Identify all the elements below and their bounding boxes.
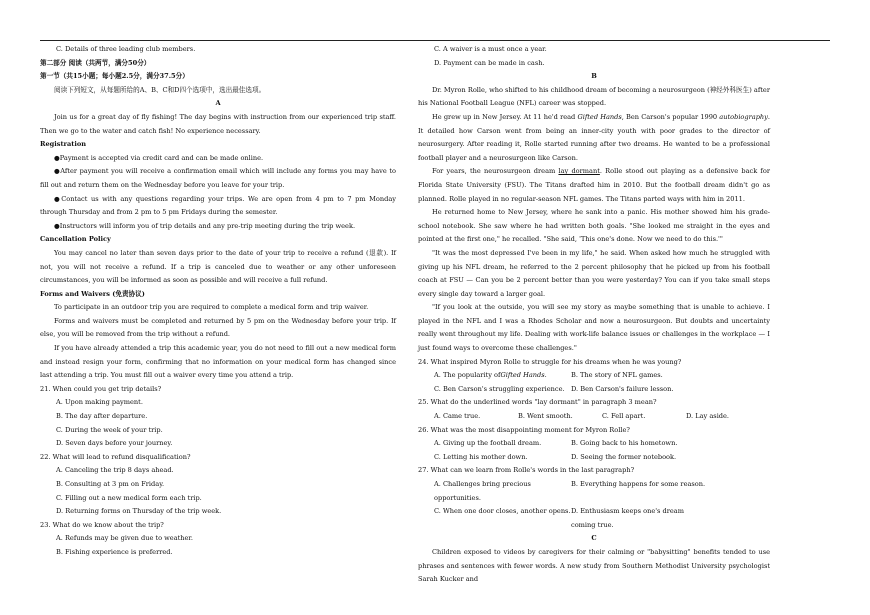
underlined-words: lay dormant xyxy=(558,167,600,176)
question-22: 22. What will lead to refund disqualification? xyxy=(40,452,191,461)
question-25: 25. What do the underlined words "lay dormant" in paragraph 3 mean? xyxy=(418,398,657,407)
options-row xyxy=(418,369,770,383)
option: D. Lay aside. xyxy=(686,412,730,421)
question-24: 24. What inspired Myron Rolle to struggle for his dreams when he was young? xyxy=(418,357,682,366)
top-rule xyxy=(40,40,830,41)
option: C. A waiver is a must once a year. xyxy=(434,45,547,53)
section-heading: 第一节（共15小题；每小题2.5分，满分37.5分） xyxy=(40,72,189,81)
option: C. When one door closes, another opens. xyxy=(434,507,571,516)
option: C. Ben Carson's struggling experience. xyxy=(434,384,565,393)
options-row xyxy=(418,478,770,505)
text-span: For years, the neurosurgeon dream xyxy=(432,167,559,176)
text-span: He grew up in New Jersey. At 11 he'd read xyxy=(432,112,578,121)
options-row xyxy=(418,383,770,397)
passage-b-paragraph: "If you look at the outside, you will see my story as maybe something that is unable to achieve. I played in the NFL and I was a Rhodes Scholar and now a neurosurgeon. But doubts and uncertainty really went throughout my life. Dealing with work-life balance issues or challenges in the workplace — I just found ways to overcome these challenges." xyxy=(418,303,770,353)
book-title: Gifted Hands xyxy=(577,112,622,121)
text-span: . xyxy=(544,371,547,380)
option: A. Upon making payment. xyxy=(56,398,143,407)
question-23: 23. What do we know about the trip? xyxy=(40,520,164,529)
question-21: 21. When could you get trip details? xyxy=(40,384,162,393)
cancellation-heading: Cancellation Policy xyxy=(40,235,111,244)
question-27: 27. What can we learn from Rolle's words in the last paragraph? xyxy=(418,466,635,475)
option: A. Canceling the trip 8 days ahead. xyxy=(56,466,174,475)
forms-text: Forms and waivers must be completed and returned by 5 pm on the Wednesday before your trip. If else, you will be removed from the trip without a refund. xyxy=(40,316,396,339)
registration-item: ●Payment is accepted via credit card and can be made online. xyxy=(54,153,264,162)
option: D. Enthusiasm keeps one's dream coming true. xyxy=(571,507,684,529)
option: D. Ben Carson's failure lesson. xyxy=(571,384,674,393)
passage-b-label: B xyxy=(591,72,597,81)
right-column xyxy=(418,43,770,587)
book-title: Gifted Hands xyxy=(500,371,545,380)
option: C. During the week of your trip. xyxy=(56,425,163,434)
option: C. Fell apart. xyxy=(602,412,646,421)
cancellation-text: You may cancel no later than seven days prior to the date of your trip to receive a refund (退款). If not, you will not receive a refund. If a trip is canceled due to weather or any other unforeseen circumstances, you will be informed as soon as possible and will receive a full refund. xyxy=(40,248,396,285)
option: B. Went smooth. xyxy=(518,412,573,421)
option: D. Returning forms on Thursday of the trip week. xyxy=(56,507,222,516)
option: B. Everything happens for some reason. xyxy=(571,480,706,488)
option: A. Refunds may be given due to weather. xyxy=(56,534,193,543)
passage-b-paragraph: "It was the most depressed I've been in my life," he said. When asked how much he struggled with giving up his NFL dream, he referred to the 2 percent philosophy that he picked up from his football coach at FSU — Can you be 2 percent better than you were yesterday? You can if you take small steps every single day toward a larger goal. xyxy=(418,248,770,298)
option: B. Going back to his hometown. xyxy=(571,439,678,448)
registration-item: ●Contact us with any questions regarding your trips. We are open from 4 pm to 7 pm Monday through Thursday and from 2 pm to 5 pm Fridays during the semester. xyxy=(40,194,396,217)
options-row xyxy=(418,505,770,532)
passage-b-paragraph xyxy=(418,165,770,206)
option: B. Consulting at 3 pm on Friday. xyxy=(56,480,165,488)
option: D. Seeing the former notebook. xyxy=(571,452,677,461)
options-row xyxy=(418,437,770,451)
option: A. Giving up the football dream. xyxy=(434,439,542,448)
option: C. Filling out a new medical form each trip. xyxy=(56,493,202,502)
question-26: 26. What was the most disappointing moment for Myron Rolle? xyxy=(418,425,630,434)
registration-item: ●After payment you will receive a confirmation email which will include any forms you may have to fill out and return them on the Wednesday before you leave for your trip. xyxy=(40,167,396,189)
options-row xyxy=(418,410,770,424)
option-22c-prev: C. Details of three leading club members. xyxy=(56,45,196,53)
left-column xyxy=(40,43,396,560)
passage-b-paragraph: Dr. Myron Rolle, who shifted to his childhood dream of becoming a neurosurgeon (神经外科医生) after his National Football League (NFL) career was stopped. xyxy=(418,85,770,108)
passage-c-paragraph: Children exposed to videos by caregivers for their calming or "babysitting" benefits tended to use phrases and sentences with fewer words. A new study from Southern Methodist University psychologist Sarah Kucker and xyxy=(418,547,770,584)
option: C. Letting his mother down. xyxy=(434,452,528,461)
text-span: A. The popularity of xyxy=(434,371,501,380)
option: D. Seven days before your journey. xyxy=(56,439,173,448)
part-heading: 第二部分 阅读（共两节，满分50分） xyxy=(40,58,151,67)
option: D. Payment can be made in cash. xyxy=(434,58,545,67)
forms-text: If you have already attended a trip this academic year, you do not need to fill out a new medical form and instead resign your form, confirming that no information on your medical form has changed since last attending a trip. You must fill out a waiver every time you attend a trip. xyxy=(40,344,396,380)
text-span: . Rolle stood out playing as a defensive back for Florida State University (FSU). The Titans drafted him in 2010. But the football dream didn't go as planned. Rolle played in no regular-season NFL games. The Titans parted ways with him in 2011. xyxy=(418,167,770,203)
option: A. Came true. xyxy=(434,412,481,421)
registration-heading: Registration xyxy=(40,140,87,149)
text-span: , Ben Carson's popular 1990 xyxy=(621,112,720,121)
option xyxy=(434,369,571,383)
passage-b-paragraph: He returned home to New Jersey, where he sank into a panic. His mother showed him his grade-school notebook. She saw where he had written both goals. "She looked me straight in the eyes and pointed at the first one," he recalled. "She said, 'This one's done. Now we need to do this.'" xyxy=(418,208,770,244)
option: B. The day after departure. xyxy=(56,412,148,421)
text-span: . It detailed how Carson went from being an inner-city youth with poor grades to the director of neurosurgery. After reading it, Rolle started running after two dreams. He wanted to be a professional football player and a neurosurgeon like Carson. xyxy=(418,112,770,162)
option: B. Fishing experience is preferred. xyxy=(56,547,173,556)
passage-c-label: C xyxy=(591,534,597,543)
passage-a-intro: Join us for a great day of fly fishing! The day begins with instruction from our experienced trip staff. Then we go to the water and catch fish! No experience necessary. xyxy=(40,112,396,135)
option: A. Challenges bring precious opportunities. xyxy=(434,480,531,502)
passage-a-label: A xyxy=(215,99,221,108)
options-row xyxy=(418,451,770,465)
forms-heading: Forms and Waivers (免责协议) xyxy=(40,289,145,298)
passage-b-paragraph xyxy=(418,111,770,165)
registration-item: ●Instructors will inform you of trip details and any pre-trip meeting during the trip week. xyxy=(54,221,356,230)
forms-text: To participate in an outdoor trip you are required to complete a medical form and trip waiver. xyxy=(54,303,369,312)
italic-term: autobiography xyxy=(719,112,768,121)
instructions: 阅读下列短文，从每题所给的A、B、C和D四个选项中，选出最佳选项。 xyxy=(54,85,266,94)
option: B. The story of NFL games. xyxy=(571,371,663,380)
